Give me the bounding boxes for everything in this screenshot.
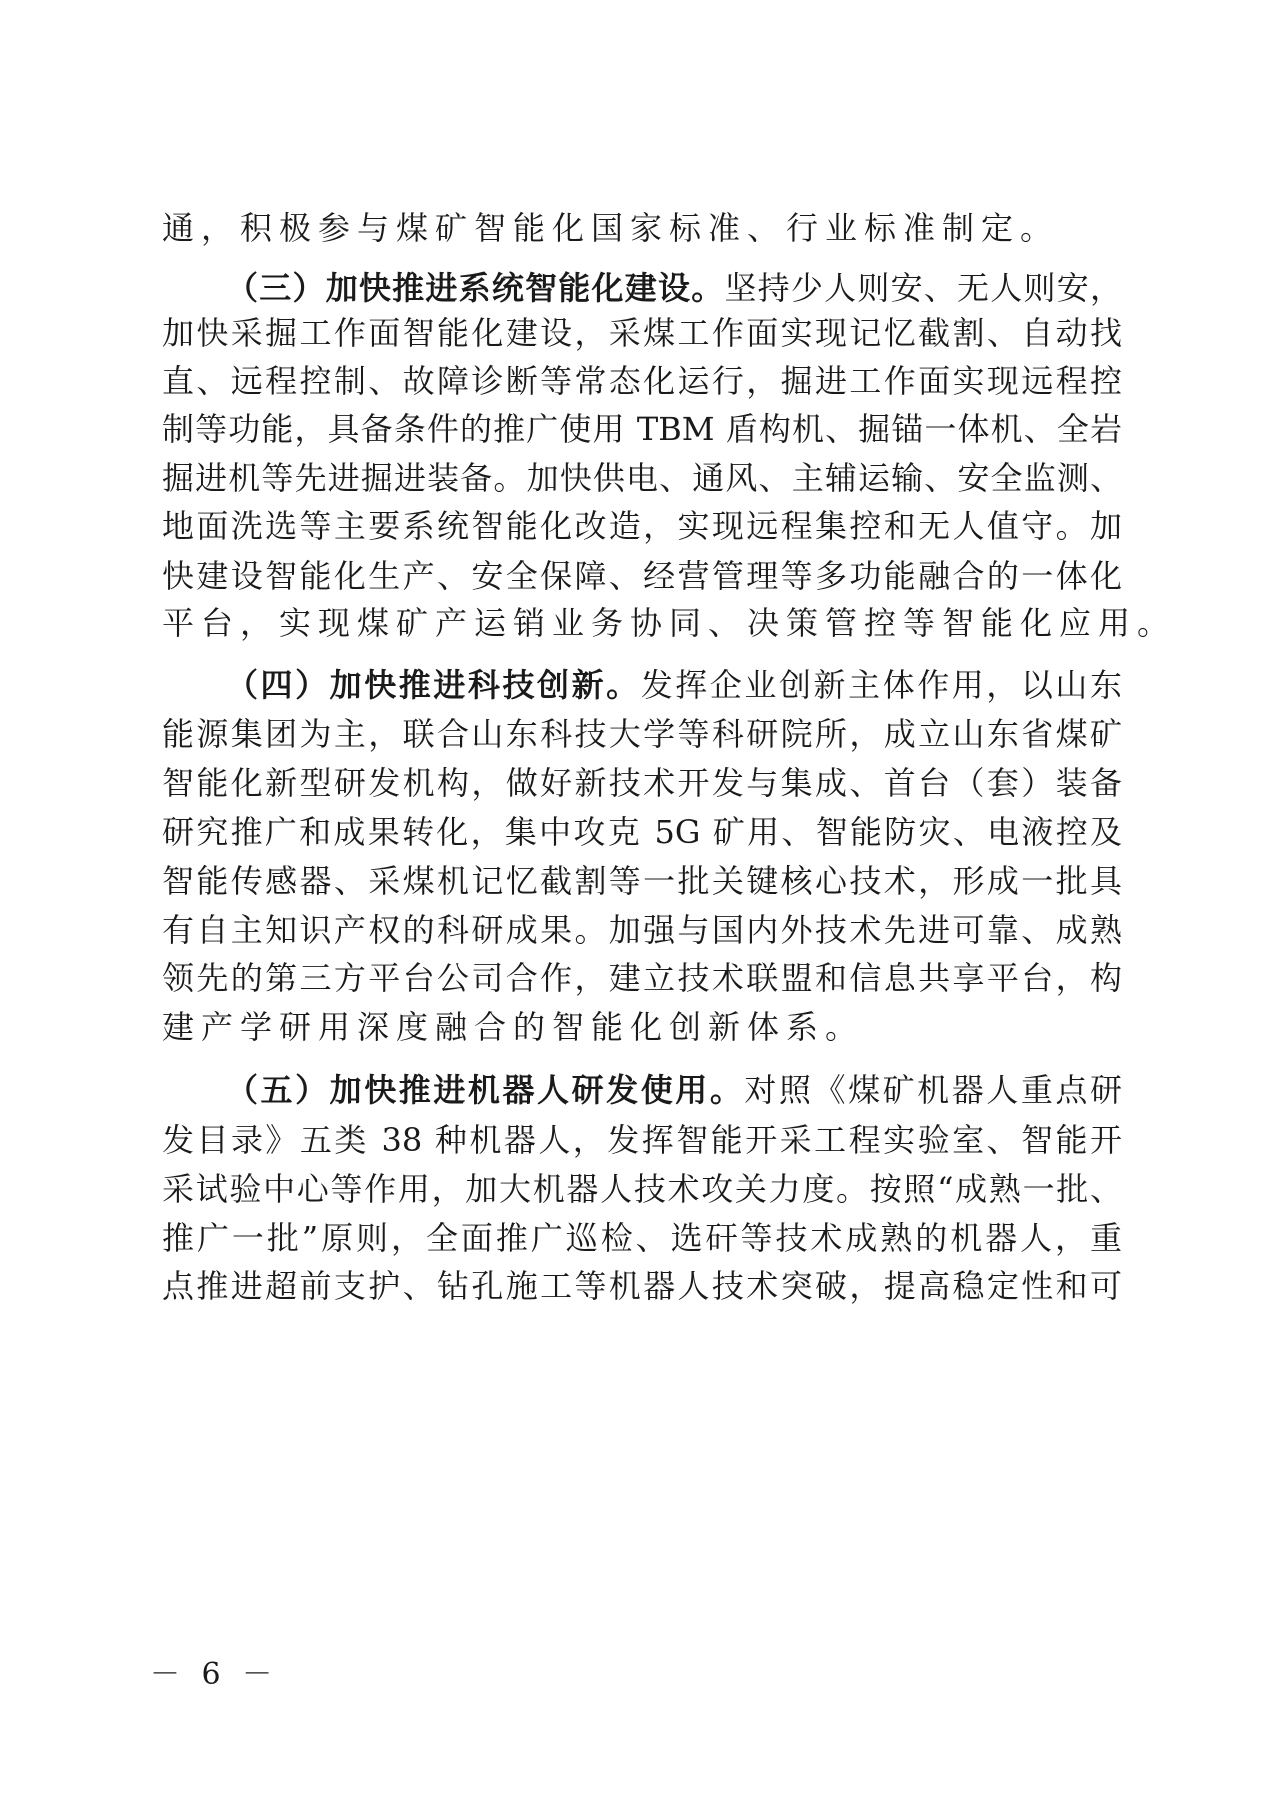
line-text: 采试验中心等作用，加大机器人技术攻关力度。按照“成熟一批、 xyxy=(162,1170,1122,1208)
text-line xyxy=(162,556,1122,596)
line-text: 地面洗选等主要系统智能化改造，实现远程集控和无人值守。加 xyxy=(162,507,1122,545)
line-text: 点推进超前支护、钻孔施工等机器人技术突破，提高稳定性和可 xyxy=(162,1267,1122,1305)
text-line xyxy=(162,714,1122,754)
text-line xyxy=(162,763,1122,803)
text-line xyxy=(162,1007,1122,1047)
text-line xyxy=(162,812,1122,852)
line-text: 有自主知识产权的科研成果。加强与国内外技术先进可靠、成熟 xyxy=(162,911,1122,949)
text-line xyxy=(162,1169,1122,1209)
text-line xyxy=(226,1070,1122,1110)
line-text: 推广一批”原则，全面推广巡检、选矸等技术成熟的机器人，重 xyxy=(162,1219,1122,1257)
line-text: 能源集团为主，联合山东科技大学等科研院所，成立山东省煤矿 xyxy=(162,715,1122,753)
line-text: 对照《煤矿机器人重点研 xyxy=(744,1071,1122,1109)
text-line xyxy=(226,665,1122,705)
text-line xyxy=(162,1266,1122,1306)
line-text: 建产学研用深度融合的智能化创新体系。 xyxy=(162,1008,865,1046)
text-line xyxy=(162,458,1122,498)
line-text: 通，积极参与煤矿智能化国家标准、行业标准制定。 xyxy=(162,209,1060,247)
section-heading: （四）加快推进科技创新。 xyxy=(226,666,641,704)
text-line xyxy=(162,1218,1122,1258)
page-number: － 6 － xyxy=(150,1657,279,1692)
line-text: 智能传感器、采煤机记忆截割等一批关键核心技术，形成一批具 xyxy=(162,862,1122,900)
section-heading: （三）加快推进系统智能化建设。 xyxy=(226,269,725,307)
line-text: 掘进机等先进掘进装备。加快供电、通风、主辅运输、安全监测、 xyxy=(162,459,1122,497)
text-line xyxy=(162,861,1122,901)
text-line xyxy=(162,603,1177,643)
line-text: 发挥企业创新主体作用，以山东 xyxy=(640,666,1122,704)
line-text: 制等功能，具备条件的推广使用 TBM 盾构机、掘锚一体机、全岩 xyxy=(162,410,1122,448)
text-line xyxy=(162,409,1122,449)
line-text: 研究推广和成果转化，集中攻克 5G 矿用、智能防灾、电液控及 xyxy=(162,813,1122,851)
text-line xyxy=(162,958,1122,998)
line-text: 快建设智能化生产、安全保障、经营管理等多功能融合的一体化 xyxy=(162,557,1122,595)
text-line xyxy=(162,313,1122,353)
section-heading: （五）加快推进机器人研发使用。 xyxy=(226,1071,745,1109)
line-text: 智能化新型研发机构，做好新技术开发与集成、首台（套）装备 xyxy=(162,764,1122,802)
line-text: 加快采掘工作面智能化建设，采煤工作面实现记忆截割、自动找 xyxy=(162,314,1122,352)
text-line xyxy=(162,506,1122,546)
line-text: 坚持少人则安、无人则安， xyxy=(724,269,1122,307)
line-text: 发目录》五类 38 种机器人，发挥智能开采工程实验室、智能开 xyxy=(162,1121,1122,1159)
text-line xyxy=(226,268,1122,308)
line-text: 平台，实现煤矿产运销业务协同、决策管控等智能化应用。 xyxy=(162,604,1177,642)
line-text: 直、远程控制、故障诊断等常态化运行，掘进工作面实现远程控 xyxy=(162,362,1122,400)
text-line xyxy=(162,208,1122,248)
text-line xyxy=(162,361,1122,401)
line-text: 领先的第三方平台公司合作，建立技术联盟和信息共享平台，构 xyxy=(162,959,1122,997)
text-line xyxy=(162,1120,1122,1160)
text-line xyxy=(162,910,1122,950)
